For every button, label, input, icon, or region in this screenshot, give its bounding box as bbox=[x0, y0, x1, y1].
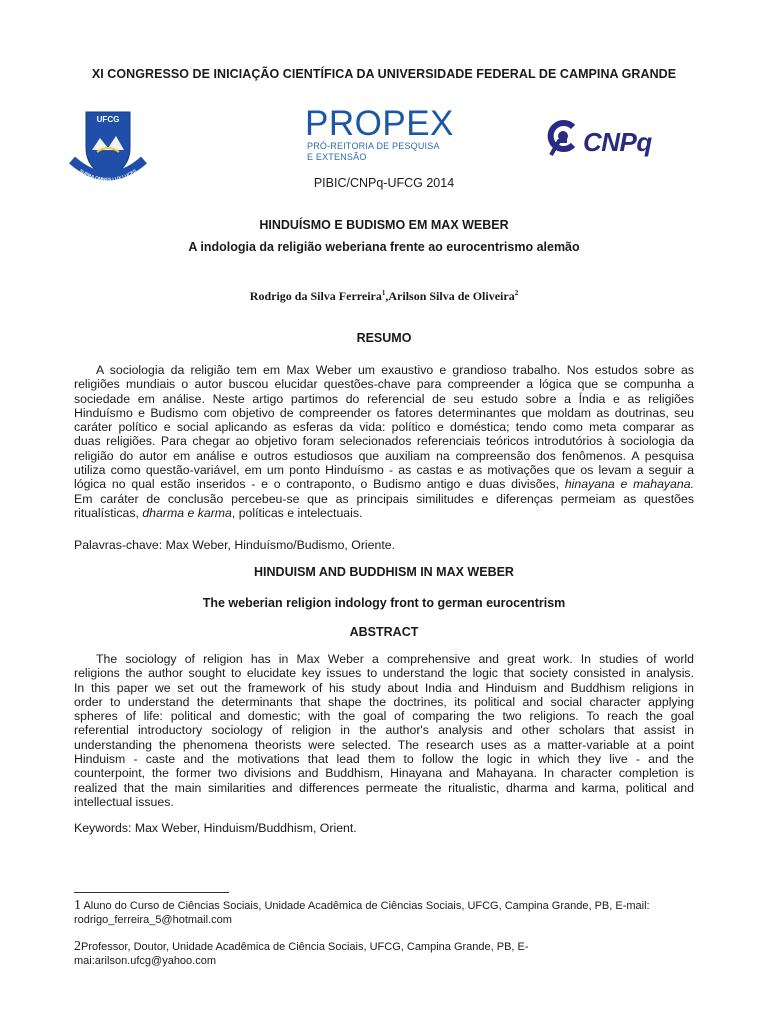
resumo-line: religião do autor em análise e outros estudiosos que auxiliam na compreensão dos fenômenos. A pesquisa bbox=[74, 448, 694, 463]
abstract-paragraph bbox=[74, 652, 694, 809]
abstract-line: order to understand the determinants that shape the doctrines, its political and social character applying bbox=[74, 694, 694, 709]
abstract-line: In this paper we set out the framework of his study about India and Hinduism and Buddhism religions in bbox=[74, 680, 694, 695]
abstract-line: counterpoint, the former two divisions and Buddhism, Hinayana and Mahayana. In character completion is bbox=[74, 766, 694, 781]
abstract-line: Hinduism - caste and the motivations that lead them to follow the logic in which they live - and the bbox=[74, 752, 694, 767]
footnote-text: Professor, Doutor, Unidade Acadêmica de Ciência Sociais, UFCG, Campina Grande, PB, E- bbox=[81, 941, 529, 953]
cnpq-logo bbox=[543, 113, 663, 161]
resumo-line: utiliza como questão-variável, em um ponto Hinduísmo - as castas e as motivações que os levam a seguir a bbox=[74, 463, 694, 478]
footnote-number: 2 bbox=[74, 939, 81, 954]
resumo-line bbox=[74, 477, 694, 491]
resumo-line: Hinduísmo e Budismo com objetivo de compreender os fatores determinantes que moldam as doutrinas, seu bbox=[74, 405, 694, 420]
footnote-2 bbox=[74, 940, 714, 968]
resumo-line: Em caráter de conclusão percebeu-se que as principais similitudes e diferenças permeiam as questões bbox=[74, 491, 694, 506]
abstract-line: intellectual issues. bbox=[74, 794, 174, 809]
abstract-line: religions the author sought to elucidate key issues to understand the logic that society consisted in analysis. bbox=[74, 666, 694, 681]
title-en: HINDUISM AND BUDDHISM IN MAX WEBER bbox=[254, 565, 514, 579]
footnote-email: rodrigo_ferreira_5@hotmail.com bbox=[74, 914, 232, 926]
resumo-line-text: ritualísticas, bbox=[74, 505, 139, 520]
resumo-line-italic: dharma e karma bbox=[142, 505, 232, 520]
propex-subtitle bbox=[307, 141, 440, 162]
footnote-1 bbox=[74, 899, 714, 927]
author-1: Rodrigo da Silva Ferreira bbox=[249, 289, 382, 303]
ufcg-label: UFCG bbox=[96, 115, 120, 124]
abstract-line: The sociology of religion has in Max Weber a comprehensive and great work. In studies of world bbox=[96, 652, 694, 666]
ufcg-motto: SUPRA OMNES LUX LUCES bbox=[78, 168, 138, 183]
footnote-divider bbox=[74, 892, 229, 893]
resumo-line: A sociologia da religião tem em Max Weber um exaustivo e grandioso trabalho. Nos estudos sobre as bbox=[96, 363, 694, 377]
resumo-line-text: , políticas e intelectuais. bbox=[231, 505, 363, 520]
subtitle-en: The weberian religion indology front to german eurocentrism bbox=[202, 596, 566, 610]
resumo-line: caráter político e social aplicando as esferas da vida: político e doméstica; tendo como meta comparar as bbox=[74, 420, 694, 435]
author-1-footnote-mark: 1 bbox=[381, 289, 386, 297]
propex-sub-line1: PRÓ-REITORIA DE PESQUISA bbox=[307, 141, 440, 151]
program-line: PIBIC/CNPq-UFCG 2014 bbox=[313, 176, 455, 190]
keywords-en: Keywords: Max Weber, Hinduism/Buddhism, Orient. bbox=[74, 821, 357, 835]
resumo-line: duas religiões. Para chegar ao objetivo foram selecionados referenciais teóricos introdutórios à sociologia da bbox=[74, 434, 694, 449]
author-2: Arilson Silva de Oliveira bbox=[388, 289, 515, 303]
abstract-heading: ABSTRACT bbox=[349, 625, 419, 639]
resumo-line bbox=[74, 506, 694, 520]
keywords-pt: Palavras-chave: Max Weber, Hinduísmo/Budismo, Oriente. bbox=[74, 538, 395, 552]
propex-name: PROPEX bbox=[305, 104, 454, 143]
resumo-line: sociedade em análise. Neste artigo partimos do referencial de seu estudo sobre a Índia e as religiões bbox=[74, 391, 694, 406]
abstract-line: spheres of life: political and domestic; with the goal of comparing the two religions. To reach the goal bbox=[74, 709, 694, 724]
resumo-line: religiões mundiais o autor buscou elucidar questões-chave para compreender a lógica que se compunha a bbox=[74, 377, 694, 392]
footnote-email: mai:arilson.ufcg@yahoo.com bbox=[74, 955, 217, 967]
resumo-line-italic: hinayana e mahayana. bbox=[564, 477, 694, 492]
authors-line: Rodrigo da Silva Ferreira$^1$,Arilson Silva de Oliveira$^2$ bbox=[249, 289, 519, 303]
abstract-line: understanding the phenomena theorists were selected. The research uses as a matter-variable at a point bbox=[74, 737, 694, 752]
footnote-number: 1 bbox=[74, 898, 81, 913]
conference-title: XI CONGRESSO DE INICIAÇÃO CIENTÍFICA DA UNIVERSIDADE FEDERAL DE CAMPINA GRANDE bbox=[91, 67, 677, 81]
abstract-line: realized that the main similarities and differences permeate the ritualistic, dharma and karma, political and bbox=[74, 780, 694, 795]
cnpq-emblem-icon bbox=[543, 115, 583, 159]
footnote-text: Aluno do Curso de Ciências Sociais, Unidade Acadêmica de Ciências Sociais, UFCG, Campina Grande, PB, E-mail: bbox=[83, 900, 650, 912]
resumo-paragraph bbox=[74, 363, 694, 520]
propex-logo bbox=[305, 105, 455, 169]
resumo-line-text: lógica no qual estão inseridos - e o contraponto, o Budismo antigo e duas divisões, bbox=[74, 477, 560, 492]
cnpq-name: CNPq bbox=[583, 127, 652, 157]
abstract-line: referential introductory sociology of religion in the author's analysis and other scholars that assist in bbox=[74, 723, 694, 738]
author-2-footnote-mark: 2 bbox=[514, 289, 519, 297]
propex-sub-line2: E EXTENSÃO bbox=[307, 151, 367, 162]
subtitle-pt: A indologia da religião weberiana frente ao eurocentrismo alemão bbox=[188, 240, 580, 254]
resumo-heading: RESUMO bbox=[356, 331, 412, 345]
title-pt: HINDUÍSMO E BUDISMO EM MAX WEBER bbox=[259, 218, 509, 232]
